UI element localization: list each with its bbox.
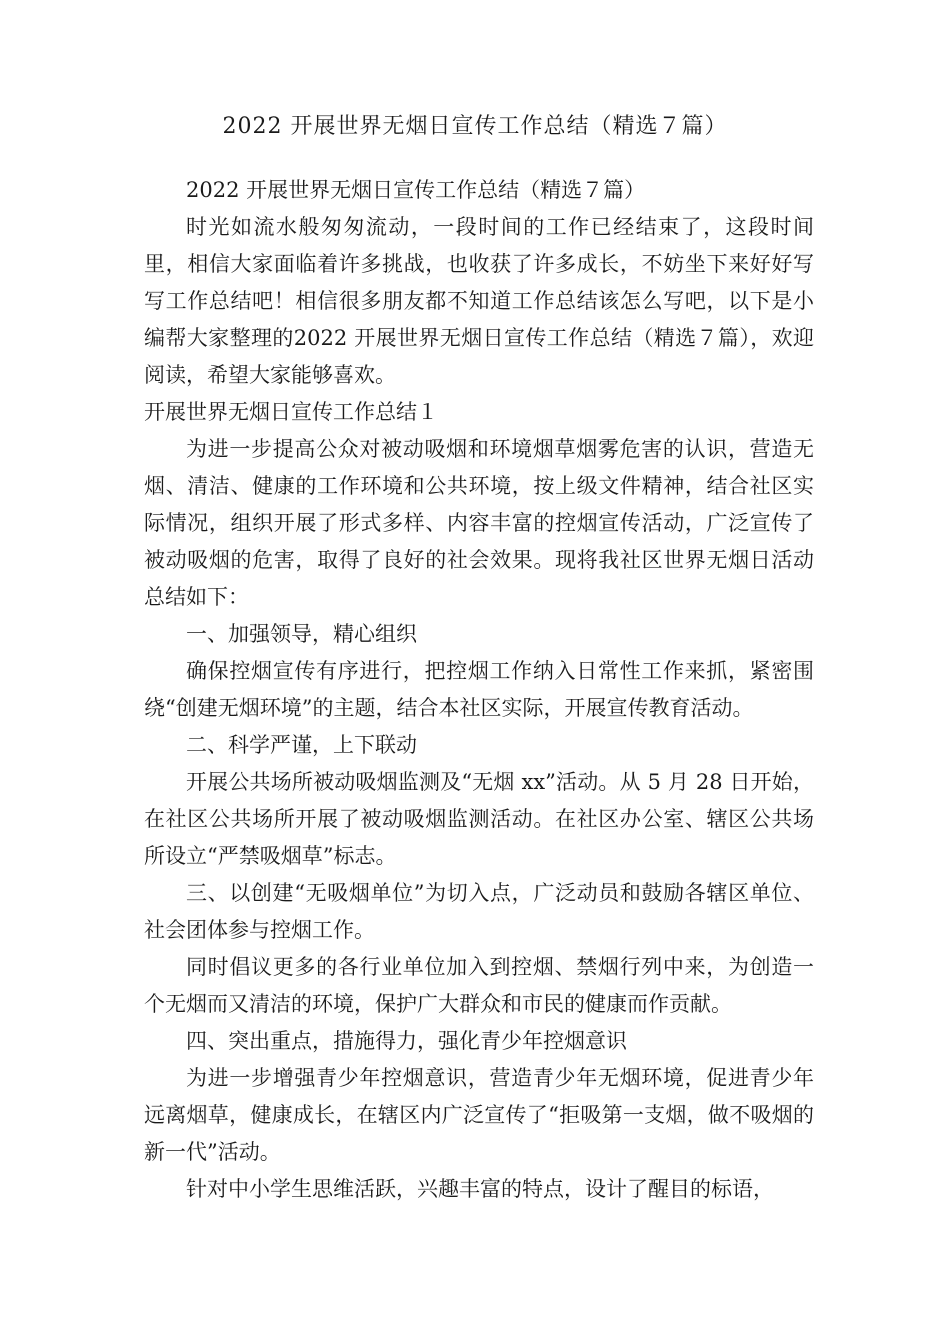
subheading: 四、突出重点，措施得力，强化青少年控烟意识: [186, 1029, 627, 1053]
paragraph: 为进一步提高公众对被动吸烟和环境烟草烟雾危害的认识，营造无烟、清洁、健康的工作环境和公共环境，按上级文件精神，结合社区实际情况，组织开展了形式多样、内容丰富的控烟宣传活动，广泛宣传了被动吸烟的危害，取得了良好的社会效果。现将我社区世界无烟日活动总结如下：: [144, 437, 814, 609]
paragraph: 为进一步增强青少年控烟意识，营造青少年无烟环境，促进青少年远离烟草，健康成长，在辖区内广泛宣传了“拒吸第一支烟，做不吸烟的新一代”活动。: [144, 1066, 814, 1164]
subheading: 一、加强领导，精心组织: [186, 622, 417, 646]
paragraph: 确保控烟宣传有序进行，把控烟工作纳入日常性工作来抓，紧密围绕“创建无烟环境”的主题，结合本社区实际，开展宣传教育活动。: [144, 659, 814, 720]
paragraph: 开展公共场所被动吸烟监测及“无烟 xx”活动。从 5 月 28 日开始，在社区公共场所开展了被动吸烟监测活动。在社区办公室、辖区公共场所设立“严禁吸烟草”标志。: [144, 770, 814, 868]
paragraph: 同时倡议更多的各行业单位加入到控烟、禁烟行列中来，为创造一个无烟而又清洁的环境，保护广大群众和市民的健康而作贡献。: [144, 955, 814, 1016]
document-body: [144, 172, 814, 1208]
subheading: 二、科学严谨，上下联动: [186, 733, 417, 757]
paragraph: 针对中小学生思维活跃，兴趣丰富的特点，设计了醒目的标语，: [186, 1177, 774, 1201]
paragraph-subtitle: 2022 开展世界无烟日宣传工作总结（精选７篇）: [186, 178, 646, 202]
section-heading: 开展世界无烟日宣传工作总结１: [144, 400, 438, 424]
paragraph-intro: 时光如流水般匆匆流动，一段时间的工作已经结束了，这段时间里，相信大家面临着许多挑战，也收获了许多成长，不妨坐下来好好写写工作总结吧！相信很多朋友都不知道工作总结该怎么写吧，以下是小编帮大家整理的2022 开展世界无烟日宣传工作总结（精选７篇），欢迎阅读，希望大家能够喜欢。: [144, 215, 814, 387]
document-title: 2022 开展世界无烟日宣传工作总结（精选７篇）: [222, 114, 728, 139]
subheading: 三、以创建“无吸烟单位”为切入点，广泛动员和鼓励各辖区单位、社会团体参与控烟工作。: [144, 881, 814, 942]
